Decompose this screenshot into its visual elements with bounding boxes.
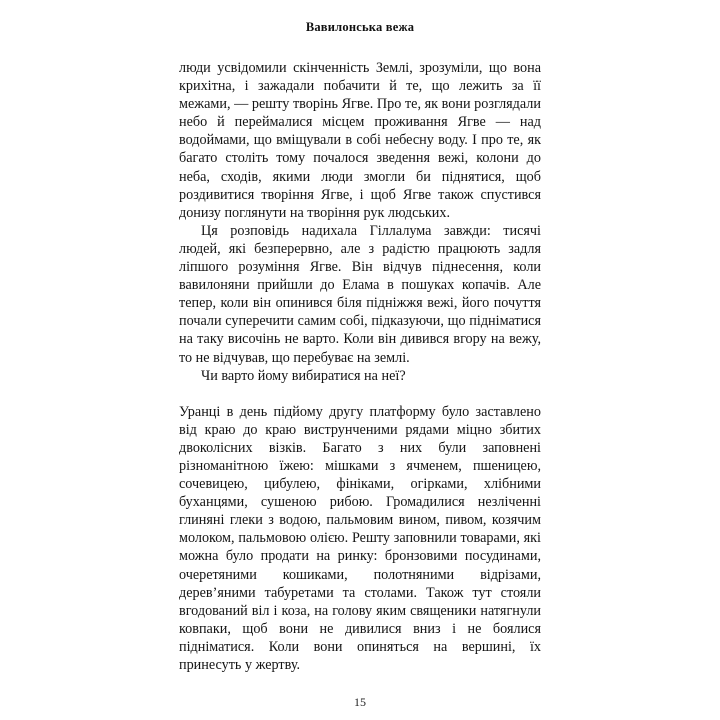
paragraph: Ця розповідь надихала Гіллалума завжди: тисячі людей, які безперервно, але з радістю працюють задля ліпшого розуміння Ягве. Він відчув піднесення, коли вавилоняни прийшли до Елама в пошуках копачів. Але тепер, коли він опинився біля підніжжя вежі, його почуття почали суперечити самим собі, підказуючи, що підніматися на таку височінь не варто. Коли він дивився вгору на вежу, то не відчував, що перебуває на землі. — [179, 222, 541, 366]
page-number: 15 — [354, 695, 366, 709]
page-body — [179, 59, 541, 674]
chapter-title: Вавилонська вежа — [305, 20, 415, 34]
paragraph: Уранці в день підйому другу платформу було заставлено від краю до краю виструнченими рядами міцно збитих двоколісних візків. Багато з них були заповнені різноманітною їжею: мішками з ячменем, пшеницею, сочевицею, цибулею, фініками, огірками, хлібними буханцями, сушеною рибою. Громадилися незліченні глиняні глеки з водою, пальмовим вином, пивом, козячим молоком, пальмовою олією. Решту заповнили товарами, які можна було продати на ринку: бронзовими посудинами, очеретяними кошиками, полотняними відрізами, дерев’яними табуретами та столами. Також тут стояли вгодований віл і коза, на голову яким священики натягнули ковпаки, щоб вони не дивилися вниз і не боялися підніматися. Коли вони опиняться на вершині, їх принесуть у жертву. — [179, 403, 541, 673]
paragraph: Чи варто йому вибиратися на неї? — [201, 367, 406, 384]
page-footer — [0, 695, 720, 710]
paragraph: люди усвідомили скінченність Землі, зрозуміли, що вона крихітна, і зажадали побачити й те, що лежить за її межами, — решту творінь Ягве. Про те, як вони розглядали небо й переймалися місцем проживання Ягве — над водоймами, що вміщували в собі небесну воду. І про те, як багато століть тому почалося зведення вежі, колони до неба, сходів, якими люди змогли би піднятися, щоб роздивитися творіння Ягве, і щоб Ягве також спустився донизу поглянути на творіння рук людських. — [179, 60, 541, 221]
running-header — [0, 0, 720, 35]
